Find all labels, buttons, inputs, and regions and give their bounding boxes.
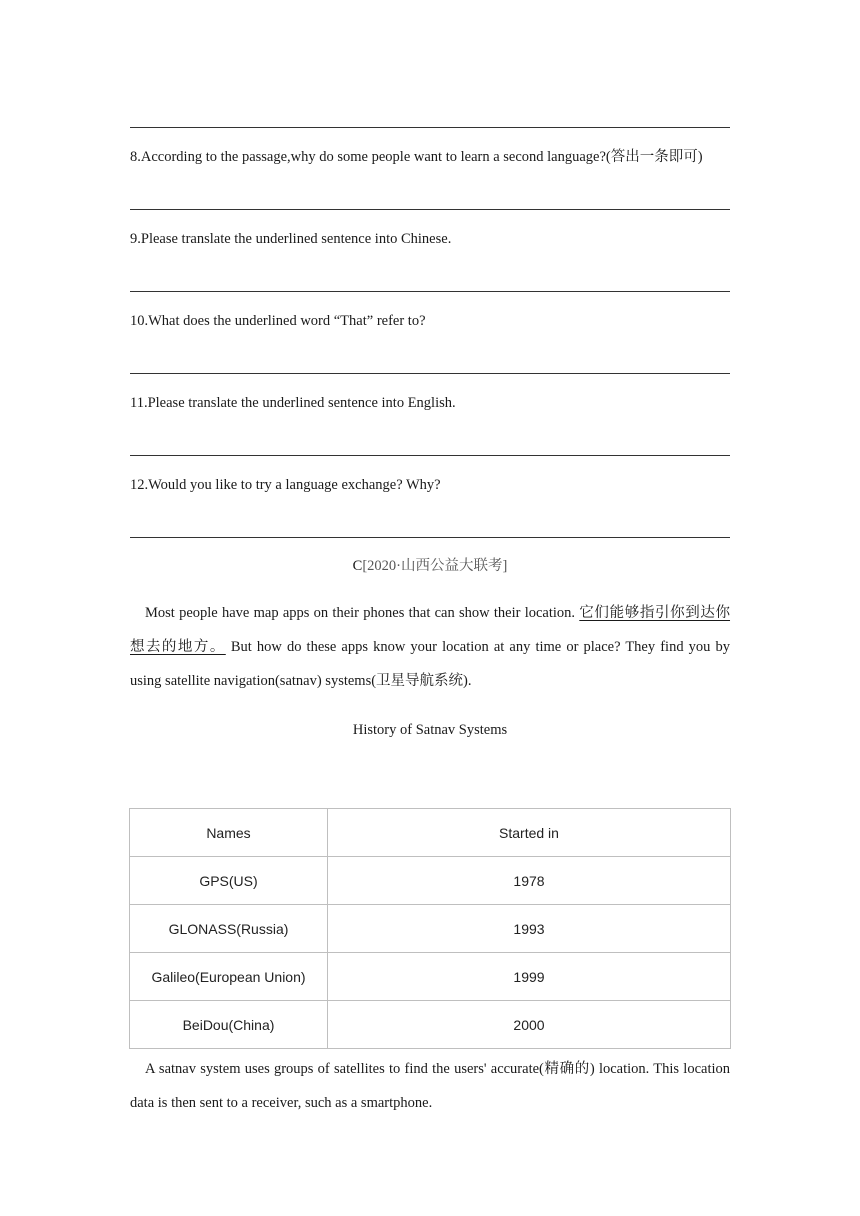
paragraph-text: A satnav system uses groups of satellites to find the users' accurate(精确的) location. This location data is then sent to a receiver, such as a smartphone. — [130, 1061, 730, 1111]
passage-paragraph-2 — [130, 1052, 730, 1120]
table-cell: 2000 — [328, 1001, 731, 1049]
table-cell: Galileo(European Union) — [130, 953, 328, 1001]
satnav-table — [129, 808, 731, 1049]
section-letter: C — [352, 558, 363, 574]
answer-line — [130, 291, 730, 292]
table-row — [130, 1001, 731, 1049]
question-11: 11.Please translate the underlined sentence into English. — [130, 395, 456, 411]
paragraph-text: Most people have map apps on their phones that can show their location. — [145, 605, 580, 621]
question-9: 9.Please translate the underlined sentence into Chinese. — [130, 231, 452, 247]
table-cell: GLONASS(Russia) — [130, 905, 328, 953]
table-cell: 1993 — [328, 905, 731, 953]
section-source: [2020·山西公益大联考] — [362, 558, 508, 574]
table-row — [130, 905, 731, 953]
answer-line — [130, 537, 730, 538]
question-12: 12.Would you like to try a language exchange? Why? — [130, 477, 441, 493]
table-cell: 1999 — [328, 953, 731, 1001]
table-header: Names — [130, 809, 328, 857]
answer-line — [130, 209, 730, 210]
answer-line — [130, 127, 730, 128]
table-row — [130, 953, 731, 1001]
table-header-row — [130, 809, 731, 857]
table-cell: BeiDou(China) — [130, 1001, 328, 1049]
answer-line — [130, 373, 730, 374]
section-heading — [130, 556, 730, 576]
table-title: History of Satnav Systems — [352, 722, 508, 738]
table-cell: 1978 — [328, 857, 731, 905]
table-row — [130, 857, 731, 905]
table-header: Started in — [328, 809, 731, 857]
paragraph-text: But how do these apps know your location at any time or place? They find you by using satellite navigation(satnav) systems(卫星导航系统). — [130, 639, 730, 689]
table-cell: GPS(US) — [130, 857, 328, 905]
underlined-sentence: 它们能够指引你到达你想去的地方。 — [130, 605, 731, 655]
question-10: 10.What does the underlined word “That” refer to? — [130, 313, 426, 329]
answer-line — [130, 455, 730, 456]
passage-paragraph-1 — [130, 596, 730, 698]
question-8: 8.According to the passage,why do some people want to learn a second language?(答出一条即可) — [130, 149, 703, 165]
